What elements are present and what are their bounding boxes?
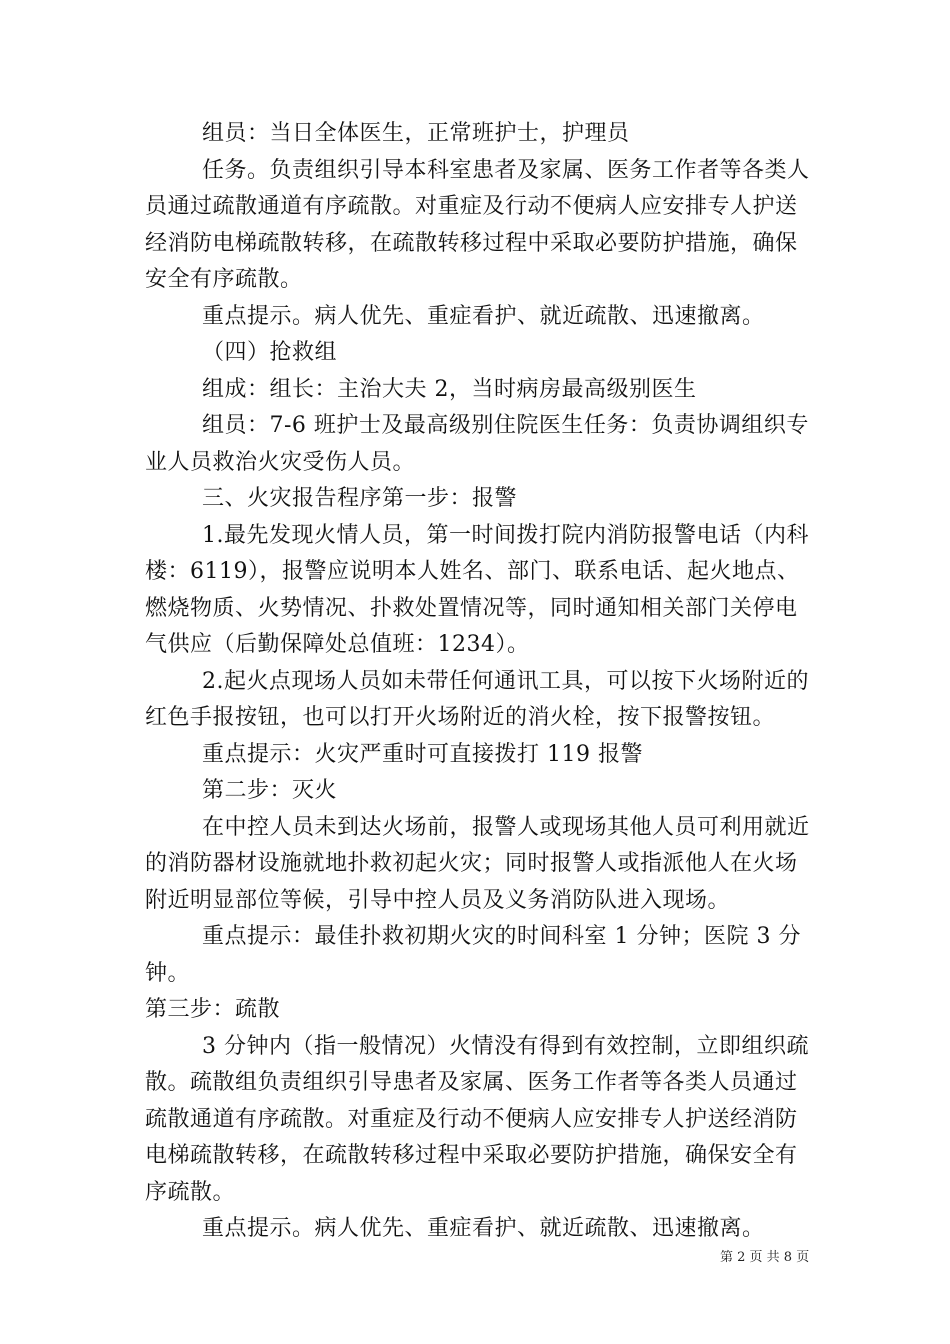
paragraph: 组员：当日全体医生，正常班护士，护理员 — [202, 121, 630, 146]
key-tip: 重点提示：火灾严重时可直接拨打 119 报警 — [202, 741, 643, 767]
paragraph: 在中控人员未到达火场前，报警人或现场其他人员可利用就近的消防器材设施就地扑救初起火灾；同时报警人或指派他人在火场附近明显部位等候，引导中控人员及义务消防队进入现场。 — [145, 814, 810, 913]
section-heading: （四）抢救组 — [202, 340, 338, 365]
section-heading: 第三步：疏散 — [145, 997, 281, 1022]
document-body — [145, 116, 810, 1248]
paragraph: 组员：7-6 班护士及最高级别住院医生任务：负责协调组织专业人员救治火灾受伤人员。 — [145, 413, 809, 475]
key-tip: 重点提示。病人优先、重症看护、就近疏散、迅速撤离。 — [202, 1216, 765, 1241]
key-tip: 重点提示：最佳扑救初期火灾的时间科室 1 分钟；医院 3 分钟。 — [145, 924, 801, 986]
paragraph: 2.起火点现场人员如未带任何通讯工具，可以按下火场附近的红色手报按钮，也可以打开火场附近的消火栓，按下报警按钮。 — [145, 668, 809, 730]
section-heading: 第二步：灭火 — [202, 778, 338, 803]
paragraph: 1.最先发现火情人员，第一时间拨打院内消防报警电话（内科楼：6119），报警应说明本人姓名、部门、联系电话、起火地点、燃烧物质、火势情况、扑救处置情况等，同时通知相关部门关停电气供应（后勤保障处总值班：1234）。 — [145, 522, 809, 657]
paragraph: 组成：组长：主治大夫 2，当时病房最高级别医生 — [202, 376, 697, 402]
section-heading: 三、火灾报告程序第一步：报警 — [202, 486, 518, 511]
paragraph: 重点提示。病人优先、重症看护、就近疏散、迅速撤离。 — [202, 303, 765, 329]
paragraph: 3 分钟内（指一般情况）火情没有得到有效控制，立即组织疏散。疏散组负责组织引导患者及家属、医务工作者等各类人员通过疏散通道有序疏散。对重症及行动不便病人应安排专人护送经消防电梯疏散转移，在疏散转移过程中采取必要防护措施，确保安全有序疏散。 — [145, 1033, 809, 1205]
page-number: 第 2 页 共 8 页 — [720, 1250, 810, 1265]
paragraph: 任务。负责组织引导本科室患者及家属、医务工作者等各类人员通过疏散通道有序疏散。对重症及行动不便病人应安排专人护送经消防电梯疏散转移，在疏散转移过程中采取必要防护措施，确保安全有序疏散。 — [145, 157, 810, 292]
